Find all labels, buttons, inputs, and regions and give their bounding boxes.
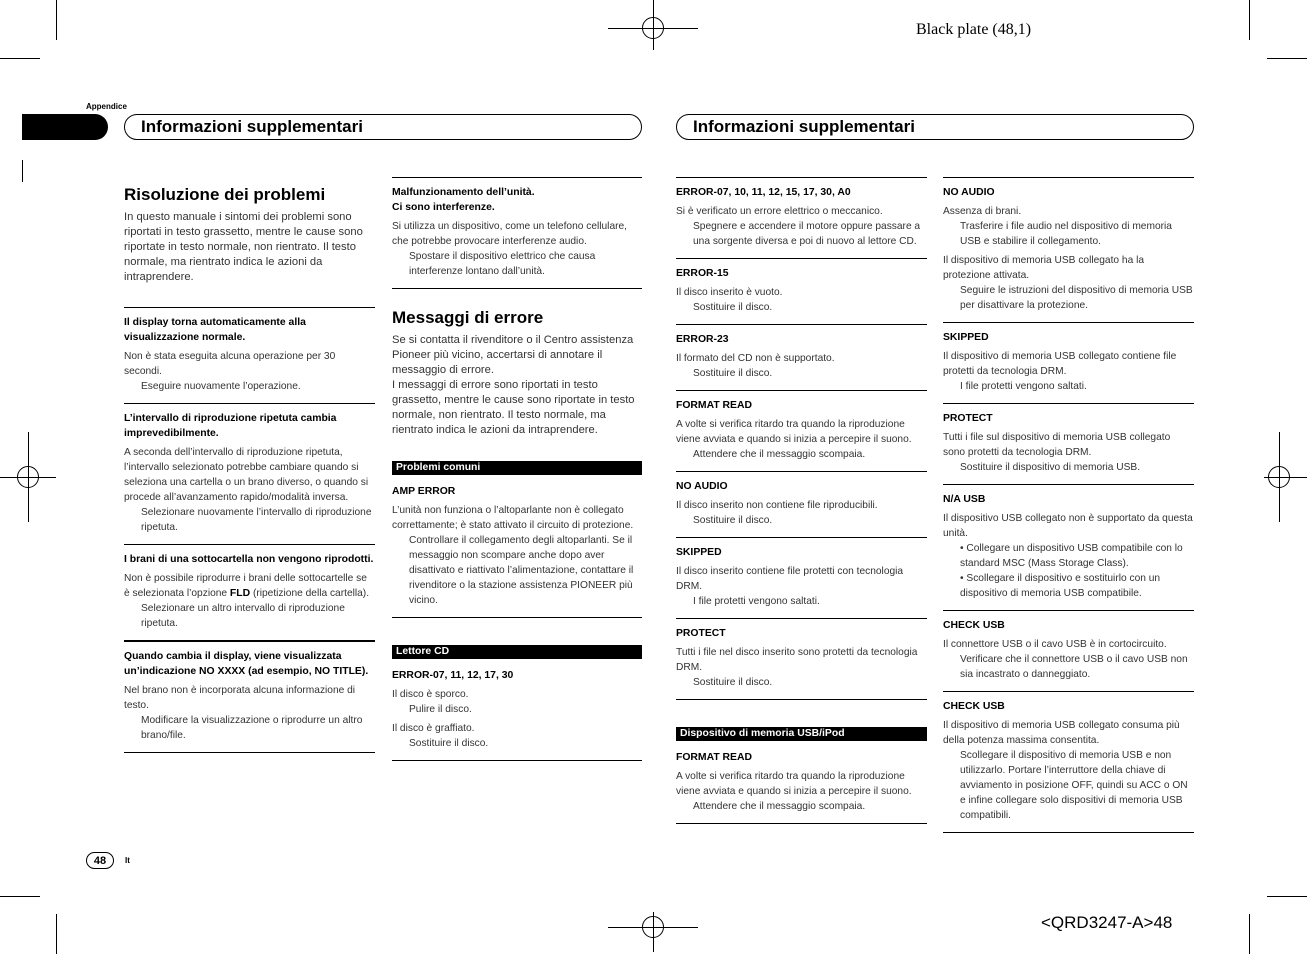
problem-item bbox=[392, 177, 642, 288]
error-action: Attendere che il messaggio scompaia. bbox=[693, 801, 866, 812]
error-item bbox=[943, 403, 1194, 484]
error-heading: NO AUDIO bbox=[676, 481, 728, 492]
error-cause: A volte si verifica ritardo tra quando la riproduzione viene avviata e quando si inizia a percepire il suono. bbox=[676, 419, 912, 445]
error-cause: Si è verificato un errore elettrico o meccanico. bbox=[676, 206, 883, 217]
error-heading: SKIPPED bbox=[943, 332, 989, 343]
error-action: • Collegare un dispositivo USB compatibile con lo standard MSC (Mass Storage Class). bbox=[960, 543, 1183, 569]
problem-heading: I brani di una sottocartella non vengono riprodotti. bbox=[124, 554, 374, 565]
error-item bbox=[676, 618, 927, 699]
error-action: Seguire le istruzioni del dispositivo di memoria USB per disattivare la protezione. bbox=[960, 285, 1193, 311]
crop-mark bbox=[22, 160, 23, 182]
error-item bbox=[676, 537, 927, 618]
crop-mark bbox=[1267, 58, 1307, 59]
error-action: • Scollegare il dispositivo e sostituirlo con un dispositivo di memoria USB compatibile. bbox=[960, 573, 1161, 599]
registration-mark bbox=[642, 916, 664, 938]
error-cause: Il disco è sporco. bbox=[392, 689, 469, 700]
error-cause: Il dispositivo USB collegato non è supportato da questa unità. bbox=[943, 513, 1193, 539]
error-action: Scollegare il dispositivo di memoria USB e non utilizzarlo. Portare l’interruttore della chiave di avviamento in posizione OFF, quindi su ACC o ON e infine collegare solo dispositivi di memoria USB compatibili. bbox=[960, 750, 1188, 821]
problem-action: Modificare la visualizzazione o riprodurre un altro brano/file. bbox=[141, 715, 363, 741]
column-usb-errors bbox=[943, 177, 1194, 833]
problem-action: Spostare il dispositivo elettrico che causa interferenze lontano dall’unità. bbox=[409, 251, 596, 277]
problem-cause: Non è possibile riprodurre i brani delle sottocartelle se è selezionata l’opzione FLD (ripetizione della cartella). bbox=[124, 573, 370, 599]
intro-text: Se si contatta il rivenditore o il Centro assistenza Pioneer più vicino, accertarsi di annotare il messaggio di errore. bbox=[392, 334, 634, 376]
registration-mark bbox=[1268, 466, 1290, 488]
category-band: Lettore CD bbox=[392, 645, 642, 659]
registration-mark bbox=[642, 17, 664, 39]
error-action: Sostituire il disco. bbox=[693, 515, 773, 526]
column-cd-errors bbox=[676, 177, 927, 824]
problem-item bbox=[124, 307, 375, 403]
problem-heading: Ci sono interferenze. bbox=[392, 202, 495, 213]
crop-mark bbox=[0, 896, 40, 897]
problem-cause: Nel brano non è incorporata alcuna informazione di testo. bbox=[124, 685, 356, 711]
document-code: <QRD3247-A>48 bbox=[1041, 913, 1173, 932]
error-item bbox=[676, 324, 927, 390]
problem-heading: Il display torna automaticamente alla visualizzazione normale. bbox=[124, 317, 306, 343]
error-cause: Il disco è graffiato. bbox=[392, 723, 475, 734]
problem-heading: Malfunzionamento dell’unità. bbox=[392, 187, 535, 198]
category-band: Dispositivo di memoria USB/iPod bbox=[676, 727, 927, 741]
error-item bbox=[943, 691, 1194, 832]
error-action: Sostituire il disco. bbox=[409, 738, 489, 749]
error-action: Pulire il disco. bbox=[409, 704, 472, 715]
error-action: Controllare il collegamento degli altoparlanti. Se il messaggio non scompare anche dopo aver disattivato e riattivato l’alimentazione, contattare il rivenditore o la stazione assistenza PIONEER più vicino. bbox=[409, 535, 634, 606]
error-action: Sostituire il disco. bbox=[693, 368, 773, 379]
error-item bbox=[676, 471, 927, 537]
problem-cause: Si utilizza un dispositivo, come un telefono cellulare, che potrebbe provocare interferenze audio. bbox=[392, 221, 628, 247]
error-action: Sostituire il disco. bbox=[693, 302, 773, 313]
error-heading: SKIPPED bbox=[676, 547, 722, 558]
error-item bbox=[676, 390, 927, 471]
error-cause: Il connettore USB o il cavo USB è in cortocircuito. bbox=[943, 639, 1167, 650]
category-band: Problemi comuni bbox=[392, 461, 642, 475]
problem-action: Eseguire nuovamente l’operazione. bbox=[141, 381, 301, 392]
crop-mark bbox=[56, 0, 57, 40]
problem-action: Selezionare un altro intervallo di riproduzione ripetuta. bbox=[141, 603, 345, 629]
crop-mark bbox=[1249, 0, 1250, 40]
error-cause: Il disco inserito contiene file protetti con tecnologia DRM. bbox=[676, 566, 904, 592]
problem-item bbox=[124, 640, 375, 752]
error-heading: PROTECT bbox=[943, 413, 993, 424]
error-item bbox=[676, 258, 927, 324]
header-left: Informazioni supplementari bbox=[124, 114, 642, 140]
page-number: 48 bbox=[86, 852, 114, 869]
error-cause: L’unità non funziona o l’altoparlante non è collegato correttamente; è stato attivato il circuito di protezione. bbox=[392, 505, 634, 531]
intro-text: In questo manuale i sintomi dei problemi sono riportati in testo grassetto, mentre le cause sono riportate in testo normale, non rientrato. Il testo normale, ma rientrato indica le azioni da intraprendere. bbox=[124, 211, 363, 283]
crop-mark bbox=[1267, 896, 1307, 897]
error-cause: Il disco inserito è vuoto. bbox=[676, 287, 783, 298]
error-heading: ERROR-07, 11, 12, 17, 30 bbox=[392, 670, 514, 681]
error-action: I file protetti vengono saltati. bbox=[960, 381, 1087, 392]
error-cause: Tutti i file sul dispositivo di memoria USB collegato sono protetti da tecnologia DRM. bbox=[943, 432, 1171, 458]
section-label: Appendice bbox=[86, 102, 127, 111]
header-right: Informazioni supplementari bbox=[676, 114, 1194, 140]
problem-item bbox=[124, 403, 375, 544]
error-cause: Il dispositivo di memoria USB collegato ha la protezione attivata. bbox=[943, 255, 1145, 281]
error-action: Verificare che il connettore USB o il cavo USB non sia incastrato o danneggiato. bbox=[960, 654, 1188, 680]
error-heading: ERROR-23 bbox=[676, 334, 729, 345]
error-heading: NO AUDIO bbox=[943, 187, 995, 198]
problem-heading: L’intervallo di riproduzione ripetuta cambia imprevedibilmente. bbox=[124, 413, 337, 439]
crop-mark bbox=[56, 914, 57, 954]
crop-mark bbox=[1249, 914, 1250, 954]
column-troubleshooting bbox=[124, 184, 375, 753]
error-cause: Il formato del CD non è supportato. bbox=[676, 353, 835, 364]
error-heading: FORMAT READ bbox=[676, 400, 752, 411]
error-item bbox=[943, 484, 1194, 610]
plate-label: Black plate (48,1) bbox=[916, 21, 1032, 38]
problem-item bbox=[124, 544, 375, 640]
error-item bbox=[676, 177, 927, 258]
section-tab-bar bbox=[22, 114, 108, 140]
column-error-messages bbox=[392, 177, 642, 761]
error-item bbox=[943, 322, 1194, 403]
error-heading: CHECK USB bbox=[943, 620, 1005, 631]
error-heading: PROTECT bbox=[676, 628, 726, 639]
error-action: Sostituire il disco. bbox=[693, 677, 773, 688]
language-code: It bbox=[125, 856, 130, 865]
error-action: I file protetti vengono saltati. bbox=[693, 596, 820, 607]
problem-cause: Non è stata eseguita alcuna operazione per 30 secondi. bbox=[124, 351, 336, 377]
crop-mark bbox=[0, 58, 40, 59]
error-cause: Il dispositivo di memoria USB collegato consuma più della potenza massima consentita. bbox=[943, 720, 1180, 746]
error-heading: ERROR-07, 10, 11, 12, 15, 17, 30, A0 bbox=[676, 187, 851, 198]
error-item bbox=[392, 475, 642, 617]
error-cause: A volte si verifica ritardo tra quando la riproduzione viene avviata e quando si inizia a percepire il suono. bbox=[676, 771, 912, 797]
error-heading: CHECK USB bbox=[943, 701, 1005, 712]
error-heading: FORMAT READ bbox=[676, 752, 752, 763]
intro-text: I messaggi di errore sono riportati in testo grassetto, mentre le cause sono riportate in testo normale, non rientrato. Il testo normale, ma rientrato indica le azioni da intraprendere. bbox=[392, 379, 635, 436]
registration-mark bbox=[17, 466, 39, 488]
error-cause: Tutti i file nel disco inserito sono protetti da tecnologia DRM. bbox=[676, 647, 918, 673]
error-action: Trasferire i file audio nel dispositivo di memoria USB e stabilire il collegamento. bbox=[960, 221, 1172, 247]
error-action: Spegnere e accendere il motore oppure passare a una sorgente diversa e poi di nuovo al lettore CD. bbox=[693, 221, 921, 247]
error-item bbox=[943, 610, 1194, 691]
error-heading: ERROR-15 bbox=[676, 268, 729, 279]
error-item bbox=[676, 741, 927, 823]
error-heading: AMP ERROR bbox=[392, 486, 456, 497]
error-item bbox=[392, 659, 642, 760]
problem-action: Selezionare nuovamente l’intervallo di riproduzione ripetuta. bbox=[141, 507, 372, 533]
error-cause: Il dispositivo di memoria USB collegato contiene file protetti da tecnologia DRM. bbox=[943, 351, 1177, 377]
error-item bbox=[943, 177, 1194, 322]
error-action: Sostituire il dispositivo di memoria USB. bbox=[960, 462, 1141, 473]
problem-cause: A seconda dell’intervallo di riproduzione ripetuta, l’intervallo selezionato potrebbe cambiare quando si seleziona una cartella o un brano diverso, o quando si procede all’avanzamento rapido/modalità inversa. bbox=[124, 447, 369, 503]
section-title: Messaggi di errore bbox=[392, 308, 544, 327]
section-title: Risoluzione dei problemi bbox=[124, 185, 326, 204]
problem-heading: Quando cambia il display, viene visualizzata un’indicazione NO XXXX (ad esempio, NO TITLE). bbox=[124, 651, 369, 677]
error-heading: N/A USB bbox=[943, 494, 986, 505]
error-action: Attendere che il messaggio scompaia. bbox=[693, 449, 866, 460]
error-cause: Il disco inserito non contiene file riproducibili. bbox=[676, 500, 878, 511]
error-cause: Assenza di brani. bbox=[943, 206, 1022, 217]
